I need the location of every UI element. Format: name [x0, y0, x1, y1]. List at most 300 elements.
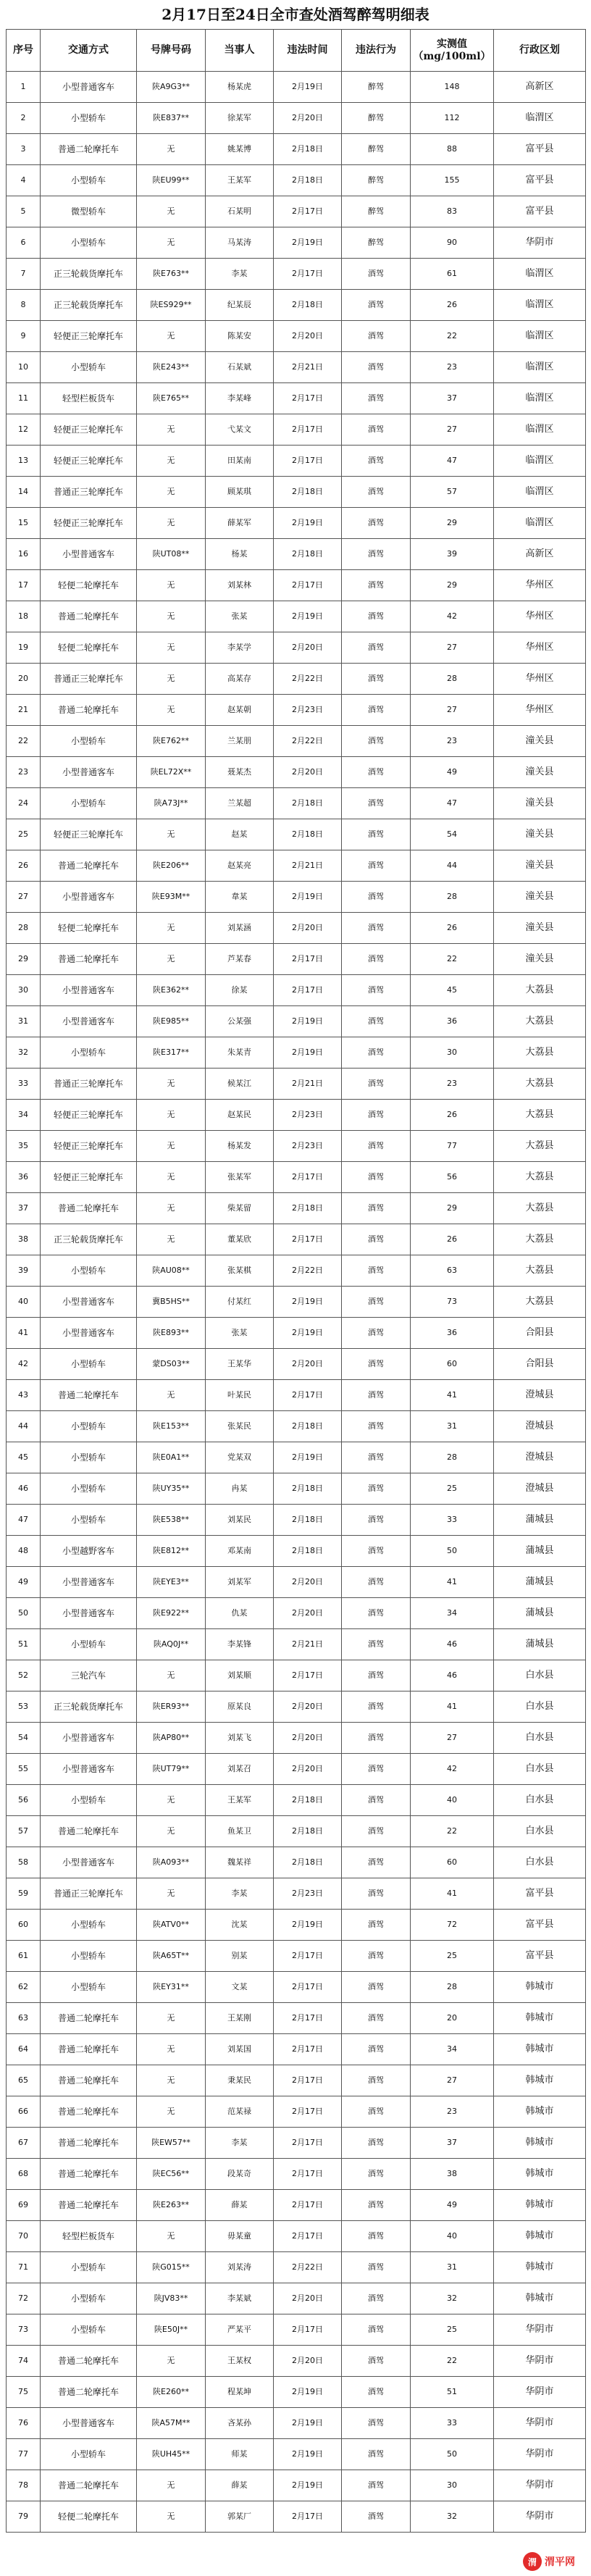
cell-time: 2月17日 — [274, 1972, 342, 2003]
cell-vehicle: 小型轿车 — [41, 1910, 137, 1941]
cell-region: 澄城县 — [494, 1442, 586, 1473]
table-row — [7, 1349, 586, 1380]
cell-time: 2月21日 — [274, 850, 342, 882]
table-row — [7, 850, 586, 882]
cell-time: 2月20日 — [274, 2283, 342, 2314]
cell-time: 2月19日 — [274, 882, 342, 913]
cell-vehicle: 三轮汽车 — [41, 1660, 137, 1691]
cell-time: 2月22日 — [274, 726, 342, 757]
cell-no: 19 — [7, 632, 41, 664]
cell-plate: 陕A73J** — [137, 788, 206, 819]
cell-person: 石某明 — [206, 196, 274, 227]
cell-plate: 冀B5HS** — [137, 1287, 206, 1318]
cell-value: 28 — [411, 882, 494, 913]
cell-no: 70 — [7, 2221, 41, 2252]
cell-no: 2 — [7, 103, 41, 134]
cell-person: 赵某 — [206, 819, 274, 850]
cell-act: 酒驾 — [342, 1629, 411, 1660]
cell-person: 秉某民 — [206, 2065, 274, 2096]
cell-person: 张某 — [206, 601, 274, 632]
table-row — [7, 788, 586, 819]
cell-region: 临渭区 — [494, 259, 586, 290]
cell-time: 2月17日 — [274, 2190, 342, 2221]
cell-person: 王某军 — [206, 1785, 274, 1816]
cell-person: 张某 — [206, 1318, 274, 1349]
cell-vehicle: 普通二轮摩托车 — [41, 695, 137, 726]
cell-region: 蒲城县 — [494, 1536, 586, 1567]
cell-act: 酒驾 — [342, 788, 411, 819]
cell-region: 华州区 — [494, 695, 586, 726]
cell-time: 2月23日 — [274, 695, 342, 726]
cell-no: 79 — [7, 2501, 41, 2533]
table-row — [7, 2470, 586, 2501]
cell-value: 27 — [411, 1723, 494, 1754]
cell-person: 杨某 — [206, 539, 274, 570]
cell-time: 2月22日 — [274, 1255, 342, 1287]
cell-act: 酒驾 — [342, 726, 411, 757]
cell-region: 富平县 — [494, 196, 586, 227]
cell-no: 23 — [7, 757, 41, 788]
cell-vehicle: 小型普通客车 — [41, 1287, 137, 1318]
cell-value: 39 — [411, 539, 494, 570]
cell-value: 51 — [411, 2377, 494, 2408]
cell-time: 2月17日 — [274, 2501, 342, 2533]
cell-plate: 陕UH45** — [137, 2439, 206, 2470]
cell-person: 董某欣 — [206, 1224, 274, 1255]
cell-no: 14 — [7, 477, 41, 508]
cell-value: 61 — [411, 259, 494, 290]
cell-region: 华州区 — [494, 570, 586, 601]
cell-person: 刘某军 — [206, 1567, 274, 1598]
cell-act: 酒驾 — [342, 1536, 411, 1567]
cell-person: 王某权 — [206, 2346, 274, 2377]
cell-value: 29 — [411, 570, 494, 601]
cell-time: 2月21日 — [274, 352, 342, 383]
cell-plate: 陕E922** — [137, 1598, 206, 1629]
cell-time: 2月20日 — [274, 757, 342, 788]
cell-no: 71 — [7, 2252, 41, 2283]
cell-region: 大荔县 — [494, 1006, 586, 1037]
header-no: 序号 — [7, 30, 41, 72]
cell-region: 临渭区 — [494, 290, 586, 321]
cell-act: 酒驾 — [342, 2221, 411, 2252]
cell-plate: 无 — [137, 446, 206, 477]
cell-plate: 无 — [137, 601, 206, 632]
cell-no: 1 — [7, 72, 41, 103]
cell-plate: 无 — [137, 2003, 206, 2034]
cell-act: 酒驾 — [342, 2346, 411, 2377]
cell-vehicle: 小型轿车 — [41, 103, 137, 134]
cell-act: 酒驾 — [342, 2096, 411, 2128]
cell-no: 54 — [7, 1723, 41, 1754]
cell-vehicle: 小型轿车 — [41, 1411, 137, 1442]
cell-vehicle: 普通二轮摩托车 — [41, 1816, 137, 1847]
cell-time: 2月22日 — [274, 2252, 342, 2283]
cell-vehicle: 轻便二轮摩托车 — [41, 632, 137, 664]
cell-vehicle: 普通二轮摩托车 — [41, 1380, 137, 1411]
cell-plate: 无 — [137, 570, 206, 601]
cell-time: 2月19日 — [274, 2377, 342, 2408]
cell-plate: 陕E0A1** — [137, 1442, 206, 1473]
cell-time: 2月18日 — [274, 290, 342, 321]
table-row — [7, 290, 586, 321]
cell-person: 石某斌 — [206, 352, 274, 383]
cell-time: 2月22日 — [274, 664, 342, 695]
cell-region: 临渭区 — [494, 103, 586, 134]
cell-value: 28 — [411, 664, 494, 695]
cell-region: 华州区 — [494, 664, 586, 695]
cell-plate: 陕E837** — [137, 103, 206, 134]
header-region: 行政区划 — [494, 30, 586, 72]
table-row — [7, 227, 586, 259]
cell-act: 酒驾 — [342, 1941, 411, 1972]
table-row — [7, 695, 586, 726]
cell-plate: 陕E93M** — [137, 882, 206, 913]
cell-no: 73 — [7, 2314, 41, 2346]
cell-plate: 无 — [137, 1100, 206, 1131]
cell-time: 2月19日 — [274, 1287, 342, 1318]
cell-vehicle: 小型越野客车 — [41, 1536, 137, 1567]
cell-time: 2月17日 — [274, 259, 342, 290]
cell-plate: 陕E243** — [137, 352, 206, 383]
cell-region: 韩城市 — [494, 2128, 586, 2159]
cell-person: 王某军 — [206, 165, 274, 196]
cell-act: 酒驾 — [342, 1287, 411, 1318]
cell-time: 2月18日 — [274, 1505, 342, 1536]
cell-value: 23 — [411, 726, 494, 757]
table-row — [7, 165, 586, 196]
cell-person: 刘某召 — [206, 1754, 274, 1785]
cell-time: 2月17日 — [274, 1660, 342, 1691]
cell-act: 酒驾 — [342, 1318, 411, 1349]
cell-vehicle: 普通二轮摩托车 — [41, 2377, 137, 2408]
cell-region: 大荔县 — [494, 1162, 586, 1193]
cell-act: 酒驾 — [342, 1255, 411, 1287]
cell-value: 25 — [411, 1473, 494, 1505]
cell-plate: 无 — [137, 414, 206, 446]
cell-value: 41 — [411, 1567, 494, 1598]
cell-time: 2月21日 — [274, 1629, 342, 1660]
cell-vehicle: 轻便正三轮摩托车 — [41, 321, 137, 352]
cell-value: 28 — [411, 1972, 494, 2003]
cell-no: 21 — [7, 695, 41, 726]
cell-person: 严某平 — [206, 2314, 274, 2346]
cell-plate: 陕E812** — [137, 1536, 206, 1567]
table-row — [7, 2003, 586, 2034]
cell-vehicle: 普通正三轮摩托车 — [41, 1069, 137, 1100]
cell-value: 36 — [411, 1006, 494, 1037]
cell-act: 酒驾 — [342, 321, 411, 352]
cell-vehicle: 普通正三轮摩托车 — [41, 664, 137, 695]
cell-value: 27 — [411, 2065, 494, 2096]
cell-vehicle: 普通二轮摩托车 — [41, 850, 137, 882]
table-row — [7, 570, 586, 601]
cell-vehicle: 正三轮载货摩托车 — [41, 290, 137, 321]
cell-value: 60 — [411, 1349, 494, 1380]
cell-no: 39 — [7, 1255, 41, 1287]
cell-value: 27 — [411, 632, 494, 664]
cell-no: 38 — [7, 1224, 41, 1255]
cell-person: 徐某军 — [206, 103, 274, 134]
cell-act: 酒驾 — [342, 477, 411, 508]
cell-time: 2月17日 — [274, 1941, 342, 1972]
cell-act: 酒驾 — [342, 1754, 411, 1785]
cell-person: 张某军 — [206, 1162, 274, 1193]
table-row — [7, 1069, 586, 1100]
cell-person: 段某奇 — [206, 2159, 274, 2190]
cell-region: 华阴市 — [494, 2377, 586, 2408]
cell-no: 63 — [7, 2003, 41, 2034]
table-row — [7, 1318, 586, 1349]
cell-region: 潼关县 — [494, 913, 586, 944]
cell-value: 155 — [411, 165, 494, 196]
cell-time: 2月20日 — [274, 1567, 342, 1598]
cell-person: 李某锋 — [206, 1629, 274, 1660]
cell-act: 酒驾 — [342, 2408, 411, 2439]
cell-vehicle: 小型轿车 — [41, 165, 137, 196]
cell-region: 华阴市 — [494, 2501, 586, 2533]
cell-time: 2月17日 — [274, 196, 342, 227]
cell-person: 党某双 — [206, 1442, 274, 1473]
cell-value: 44 — [411, 850, 494, 882]
cell-region: 临渭区 — [494, 446, 586, 477]
cell-value: 36 — [411, 1318, 494, 1349]
cell-region: 临渭区 — [494, 508, 586, 539]
table-row — [7, 477, 586, 508]
header-person: 当事人 — [206, 30, 274, 72]
cell-no: 8 — [7, 290, 41, 321]
table-row — [7, 726, 586, 757]
cell-plate: 陕E206** — [137, 850, 206, 882]
cell-vehicle: 普通二轮摩托车 — [41, 2470, 137, 2501]
cell-value: 31 — [411, 1411, 494, 1442]
cell-person: 薛某 — [206, 2470, 274, 2501]
cell-person: 弋某文 — [206, 414, 274, 446]
cell-no: 42 — [7, 1349, 41, 1380]
header-value: 实测值（mg/100ml） — [411, 30, 494, 72]
cell-value: 60 — [411, 1847, 494, 1878]
cell-vehicle: 普通正三轮摩托车 — [41, 477, 137, 508]
cell-region: 白水县 — [494, 1723, 586, 1754]
cell-no: 28 — [7, 913, 41, 944]
cell-time: 2月21日 — [274, 1069, 342, 1100]
cell-plate: 陕AQ0J** — [137, 1629, 206, 1660]
table-row — [7, 2221, 586, 2252]
cell-person: 郭某厂 — [206, 2501, 274, 2533]
cell-value: 47 — [411, 788, 494, 819]
cell-person: 赵某民 — [206, 1100, 274, 1131]
cell-time: 2月17日 — [274, 975, 342, 1006]
cell-region: 潼关县 — [494, 850, 586, 882]
cell-act: 酒驾 — [342, 1785, 411, 1816]
cell-act: 酒驾 — [342, 259, 411, 290]
cell-vehicle: 普通二轮摩托车 — [41, 1193, 137, 1224]
cell-value: 50 — [411, 2439, 494, 2470]
cell-region: 合阳县 — [494, 1349, 586, 1380]
cell-no: 30 — [7, 975, 41, 1006]
table-row — [7, 1442, 586, 1473]
cell-plate: 陕UT08** — [137, 539, 206, 570]
cell-no: 47 — [7, 1505, 41, 1536]
cell-region: 大荔县 — [494, 1037, 586, 1069]
cell-region: 白水县 — [494, 1847, 586, 1878]
cell-value: 29 — [411, 1193, 494, 1224]
cell-vehicle: 轻便正三轮摩托车 — [41, 1131, 137, 1162]
cell-act: 酒驾 — [342, 1723, 411, 1754]
cell-plate: 陕E538** — [137, 1505, 206, 1536]
cell-act: 醉驾 — [342, 165, 411, 196]
cell-act: 酒驾 — [342, 2314, 411, 2346]
table-row — [7, 2252, 586, 2283]
cell-no: 74 — [7, 2346, 41, 2377]
cell-no: 3 — [7, 134, 41, 165]
cell-plate: 无 — [137, 913, 206, 944]
cell-no: 44 — [7, 1411, 41, 1442]
cell-no: 17 — [7, 570, 41, 601]
cell-vehicle: 小型普通客车 — [41, 1754, 137, 1785]
header-vehicle: 交通方式 — [41, 30, 137, 72]
cell-no: 69 — [7, 2190, 41, 2221]
cell-person: 仇某 — [206, 1598, 274, 1629]
cell-act: 酒驾 — [342, 1224, 411, 1255]
cell-region: 潼关县 — [494, 944, 586, 975]
cell-plate: 无 — [137, 134, 206, 165]
cell-no: 11 — [7, 383, 41, 414]
cell-value: 88 — [411, 134, 494, 165]
cell-act: 酒驾 — [342, 1878, 411, 1910]
cell-region: 大荔县 — [494, 975, 586, 1006]
cell-vehicle: 轻便正三轮摩托车 — [41, 446, 137, 477]
cell-person: 刘某林 — [206, 570, 274, 601]
cell-value: 34 — [411, 1598, 494, 1629]
cell-plate: 陕E893** — [137, 1318, 206, 1349]
cell-plate: 无 — [137, 1131, 206, 1162]
cell-person: 陈某安 — [206, 321, 274, 352]
cell-region: 韩城市 — [494, 2096, 586, 2128]
cell-person: 高某存 — [206, 664, 274, 695]
cell-vehicle: 普通二轮摩托车 — [41, 2065, 137, 2096]
cell-vehicle: 普通二轮摩托车 — [41, 2190, 137, 2221]
cell-plate: 陕AP80** — [137, 1723, 206, 1754]
cell-vehicle: 小型轿车 — [41, 352, 137, 383]
table-row — [7, 2377, 586, 2408]
cell-plate: 陕ATV0** — [137, 1910, 206, 1941]
cell-no: 40 — [7, 1287, 41, 1318]
table-row — [7, 1847, 586, 1878]
cell-plate: 无 — [137, 819, 206, 850]
table-row — [7, 2439, 586, 2470]
violation-table — [6, 29, 586, 2533]
cell-time: 2月17日 — [274, 414, 342, 446]
cell-plate: 陕E153** — [137, 1411, 206, 1442]
cell-plate: 陕E317** — [137, 1037, 206, 1069]
cell-person: 文某 — [206, 1972, 274, 2003]
cell-time: 2月18日 — [274, 539, 342, 570]
cell-act: 酒驾 — [342, 632, 411, 664]
cell-time: 2月19日 — [274, 2439, 342, 2470]
cell-plate: 陕A65T** — [137, 1941, 206, 1972]
cell-region: 韩城市 — [494, 1972, 586, 2003]
cell-region: 高新区 — [494, 539, 586, 570]
cell-act: 酒驾 — [342, 664, 411, 695]
cell-no: 67 — [7, 2128, 41, 2159]
cell-time: 2月17日 — [274, 1380, 342, 1411]
cell-plate: 陕EC56** — [137, 2159, 206, 2190]
cell-act: 酒驾 — [342, 1972, 411, 2003]
cell-time: 2月18日 — [274, 165, 342, 196]
cell-vehicle: 小型轿车 — [41, 227, 137, 259]
cell-plate: 陕AU08** — [137, 1255, 206, 1287]
cell-act: 酒驾 — [342, 850, 411, 882]
table-row — [7, 1754, 586, 1785]
cell-person: 张某民 — [206, 1411, 274, 1442]
cell-vehicle: 正三轮载货摩托车 — [41, 1224, 137, 1255]
cell-act: 酒驾 — [342, 2190, 411, 2221]
cell-value: 47 — [411, 446, 494, 477]
cell-plate: 蒙DS03** — [137, 1349, 206, 1380]
header-time: 违法时间 — [274, 30, 342, 72]
cell-time: 2月20日 — [274, 321, 342, 352]
cell-act: 酒驾 — [342, 2159, 411, 2190]
cell-value: 31 — [411, 2252, 494, 2283]
cell-plate: 陕E763** — [137, 259, 206, 290]
cell-vehicle: 普通二轮摩托车 — [41, 2159, 137, 2190]
cell-time: 2月18日 — [274, 1193, 342, 1224]
cell-person: 芦某春 — [206, 944, 274, 975]
cell-act: 酒驾 — [342, 601, 411, 632]
cell-plate: 无 — [137, 2065, 206, 2096]
cell-region: 潼关县 — [494, 882, 586, 913]
table-row — [7, 2034, 586, 2065]
cell-act: 酒驾 — [342, 414, 411, 446]
cell-person: 杨某发 — [206, 1131, 274, 1162]
cell-value: 33 — [411, 1505, 494, 1536]
cell-vehicle: 普通二轮摩托车 — [41, 601, 137, 632]
table-row — [7, 1598, 586, 1629]
cell-region: 潼关县 — [494, 788, 586, 819]
cell-region: 韩城市 — [494, 2003, 586, 2034]
cell-person: 刘某顺 — [206, 1660, 274, 1691]
cell-vehicle: 小型轿车 — [41, 1629, 137, 1660]
cell-value: 148 — [411, 72, 494, 103]
cell-time: 2月19日 — [274, 508, 342, 539]
cell-person: 吝某孙 — [206, 2408, 274, 2439]
cell-vehicle: 小型轿车 — [41, 726, 137, 757]
cell-value: 41 — [411, 1380, 494, 1411]
cell-vehicle: 轻便正三轮摩托车 — [41, 819, 137, 850]
cell-time: 2月19日 — [274, 72, 342, 103]
cell-value: 42 — [411, 1754, 494, 1785]
cell-time: 2月17日 — [274, 2128, 342, 2159]
cell-region: 韩城市 — [494, 2190, 586, 2221]
cell-value: 41 — [411, 1878, 494, 1910]
cell-region: 大荔县 — [494, 1100, 586, 1131]
cell-person: 鱼某卫 — [206, 1816, 274, 1847]
cell-value: 72 — [411, 1910, 494, 1941]
cell-time: 2月19日 — [274, 2470, 342, 2501]
cell-value: 45 — [411, 975, 494, 1006]
cell-no: 13 — [7, 446, 41, 477]
cell-plate: 陕A093** — [137, 1847, 206, 1878]
cell-time: 2月19日 — [274, 601, 342, 632]
cell-time: 2月19日 — [274, 1006, 342, 1037]
cell-plate: 陕ES929** — [137, 290, 206, 321]
page-title: 2月17日至24日全市查处酒驾醉驾明细表 — [162, 6, 429, 23]
cell-act: 酒驾 — [342, 2128, 411, 2159]
cell-value: 30 — [411, 2470, 494, 2501]
cell-value: 41 — [411, 1691, 494, 1723]
cell-no: 31 — [7, 1006, 41, 1037]
